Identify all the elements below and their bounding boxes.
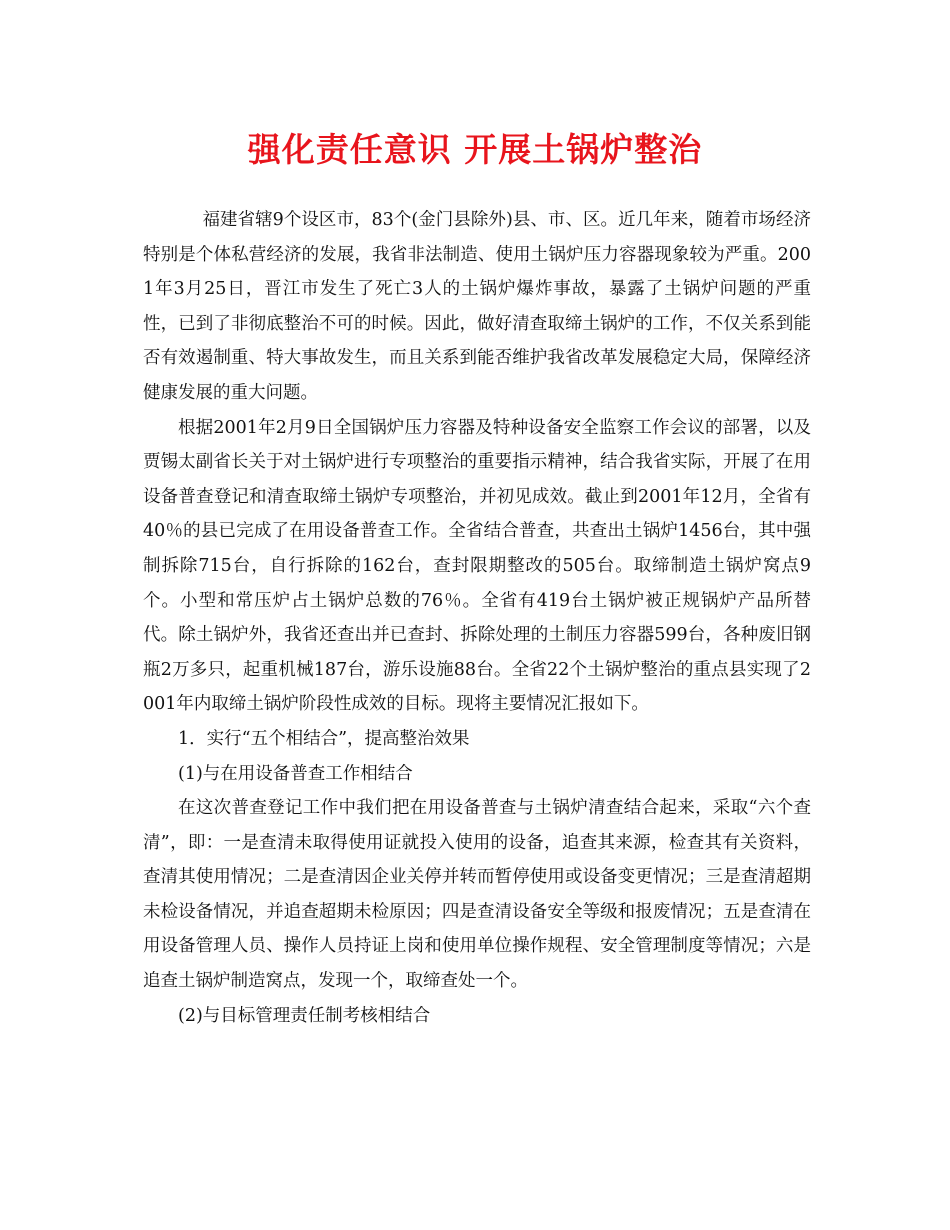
subsection-heading: (1)与在用设备普查工作相结合 xyxy=(178,763,413,784)
paragraph: 在这次普查登记工作中我们把在用设备普查与土锅炉清查结合起来，采取“六个查清”，即：一是查清未取得使用证就投入使用的设备，追查其来源，检查其有关资料，查清其使用情况；二是查清因企业关停并转而暂停使用或设备变更情况；三是查清超期未检设备情况，并追查超期未检原因；四是查清设备安全等级和报废情况；五是查清在用设备管理人员、操作人员持证上岗和使用单位操作规程、安全管理制度等情况；六是追查土锅炉制造窝点，发现一个，取缔查处一个。 xyxy=(143,798,811,992)
document-title: 强化责任意识 开展土锅炉整治 xyxy=(247,130,703,169)
subsection-heading: (2)与目标管理责任制考核相结合 xyxy=(178,1005,431,1026)
paragraph: 福建省辖9个设区市，83个(金门县除外)县、市、区。近几年来，随着市场经济特别是个体私营经济的发展，我省非法制造、使用土锅炉压力容器现象较为严重。2001年3月25日，晋江市发生了死亡3人的土锅炉爆炸事故，暴露了土锅炉问题的严重性，已到了非彻底整治不可的时候。因此，做好清查取缔土锅炉的工作，不仅关系到能否有效遏制重、特大事故发生，而且关系到能否维护我省改革发展稳定大局，保障经济健康发展的重大问题。 xyxy=(143,210,811,403)
document-body xyxy=(143,203,811,1033)
section-heading: 1．实行“五个相结合”，提高整治效果 xyxy=(178,728,470,749)
paragraph: 根据2001年2月9日全国锅炉压力容器及特种设备安全监察工作会议的部署，以及贾锡太副省长关于对土锅炉进行专项整治的重要指示精神，结合我省实际，开展了在用设备普查登记和清查取缔土锅炉专项整治，并初见成效。截止到2001年12月，全省有40％的县已完成了在用设备普查工作。全省结合普查，共查出土锅炉1456台，其中强制拆除715台，自行拆除的162台，查封限期整改的505台。取缔制造土锅炉窝点9个。小型和常压炉占土锅炉总数的76％。全省有419台土锅炉被正规锅炉产品所替代。除土锅炉外，我省还查出并已查封、拆除处理的土制压力容器599台，各种废旧钢瓶2万多只，起重机械187台，游乐设施88台。全省22个土锅炉整治的重点县实现了2001年内取缔土锅炉阶段性成效的目标。现将主要情况汇报如下。 xyxy=(143,417,811,715)
